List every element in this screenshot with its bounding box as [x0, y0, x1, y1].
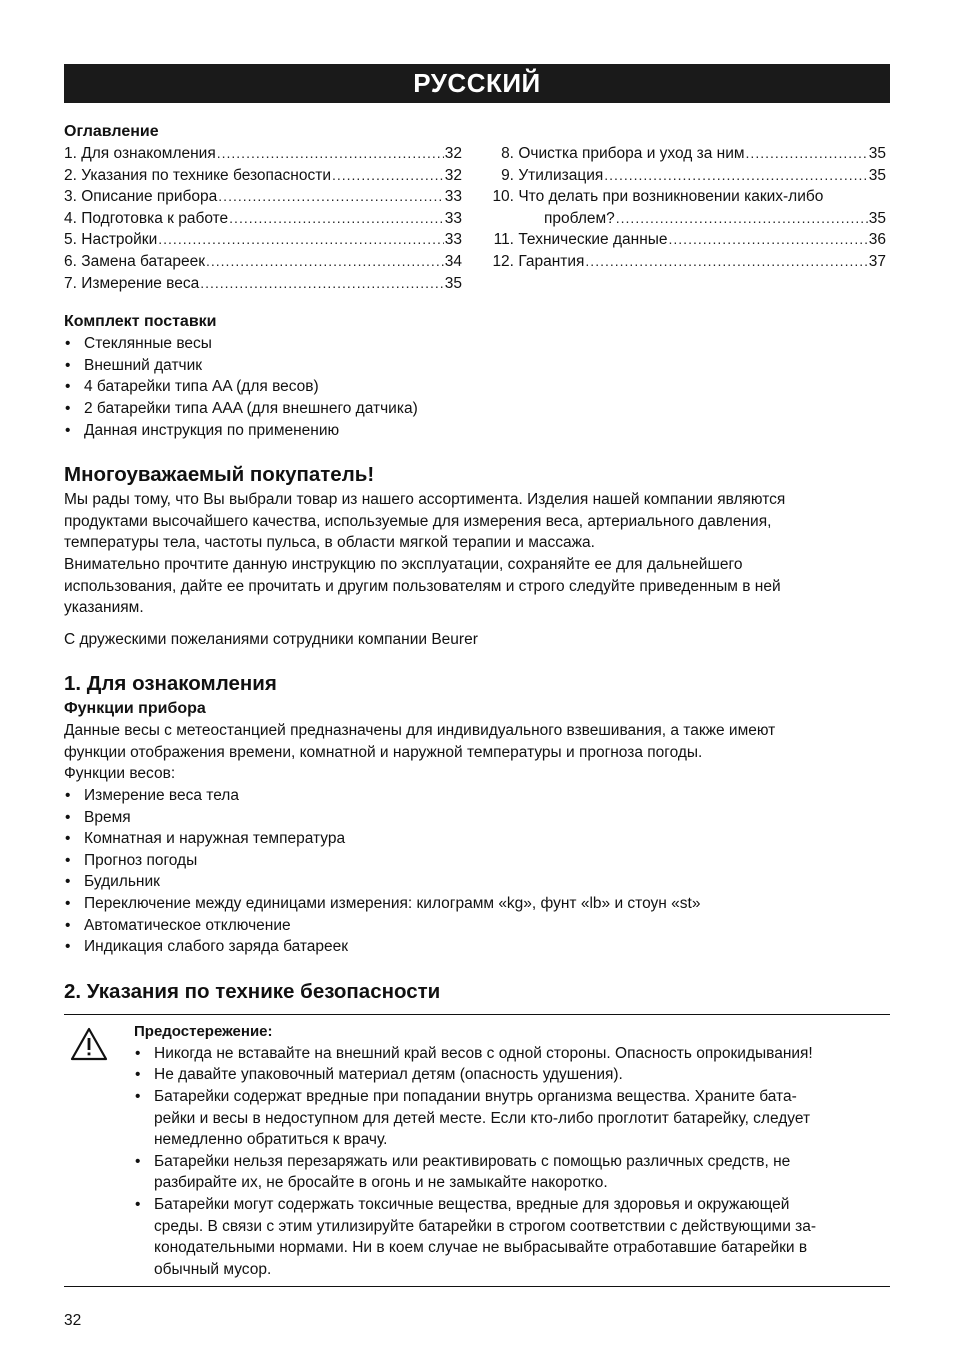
- toc-entry[interactable]: [490, 143, 886, 165]
- page-number: 32: [64, 1312, 82, 1329]
- toc-page: 33: [444, 209, 462, 227]
- toc-number: 6.: [64, 252, 77, 270]
- warning-line: Не давайте упаковочный материал детям (опасность удушения).: [154, 1066, 623, 1084]
- toc-title: Гарантия: [518, 252, 585, 270]
- warning-line: разбирайте их, не бросайте в огонь и не замыкайте накоротко.: [154, 1174, 608, 1192]
- toc-page: 33: [444, 231, 462, 249]
- warning-line: • Батарейки нельзя перезаряжать или реактивировать с помощью различных средств, не: [154, 1152, 791, 1170]
- toc-entry[interactable]: [490, 186, 886, 208]
- toc-leader: [585, 251, 867, 273]
- list-item: • Будильник: [64, 871, 890, 893]
- toc-entry[interactable]: [64, 251, 462, 273]
- toc-page: 35: [444, 274, 462, 292]
- warning-line: немедленно обратиться к врачу.: [154, 1131, 388, 1149]
- warning-block: [64, 1014, 890, 1288]
- toc-column-right: [490, 121, 886, 294]
- warning-label: Предостережение:: [134, 1022, 273, 1040]
- warning-line: конодательными нормами. Ни в коем случае не выбрасывайте отработавшие батарейки в: [154, 1239, 808, 1257]
- toc-page: 35: [868, 166, 886, 184]
- toc-entry[interactable]: [64, 208, 462, 230]
- list-item: [134, 1043, 884, 1065]
- toc-title: Измерение веса: [81, 274, 200, 292]
- toc-page: 34: [444, 252, 462, 270]
- greeting-line: указаниям.: [64, 599, 144, 617]
- warning-line: • Батарейки содержат вредные при попадании внутрь организма вещества. Храните бата-: [154, 1088, 797, 1105]
- list-item: • Внешний датчик: [64, 355, 890, 377]
- intro-line: Данные весы с метеостанцией предназначены для индивидуального взвешивания, а также имеют: [64, 722, 776, 740]
- intro-line: Функции весов:: [64, 765, 176, 783]
- toc-leader: [218, 186, 443, 208]
- toc-leader: [746, 143, 868, 165]
- toc-leader: [158, 229, 443, 251]
- intro-line: функции отображения времени, комнатной и наружной температуры и прогноза погоды.: [64, 743, 703, 761]
- toc-title: Утилизация: [518, 166, 604, 184]
- toc-number: 10.: [492, 188, 514, 206]
- toc-leader: [669, 229, 868, 251]
- list-item: • Время: [64, 807, 890, 829]
- list-item: • Стеклянные весы: [64, 333, 890, 355]
- list-item: • Измерение веса тела: [64, 785, 890, 807]
- toc-number: 9.: [501, 166, 514, 184]
- warning-line: Никогда не вставайте на внешний край весов с одной стороны. Опасность опрокидывания!: [154, 1044, 813, 1062]
- safety-section: [64, 978, 890, 1288]
- list-item: [134, 1064, 884, 1086]
- warning-line: • Батарейки могут содержать токсичные вещества, вредные для здоровья и окружающей: [154, 1195, 790, 1213]
- delivery-section: [64, 311, 890, 441]
- warning-list: [134, 1043, 884, 1281]
- toc-number: 1.: [64, 145, 77, 162]
- toc-title: Настройки: [81, 231, 158, 249]
- greeting-heading: Многоуважаемый покупатель!: [64, 463, 375, 487]
- toc-heading: Оглавление: [64, 123, 159, 140]
- list-item: • 2 батарейки типа AAA (для внешнего датчика): [64, 398, 890, 420]
- toc-leader: [616, 208, 868, 230]
- list-item: • 4 батарейки типа AA (для весов): [64, 376, 890, 398]
- toc-number: 4.: [64, 209, 77, 227]
- toc-leader: [217, 143, 444, 165]
- list-item: • Комнатная и наружная температура: [64, 828, 890, 850]
- toc-number: 12.: [492, 252, 514, 270]
- toc-page: 37: [868, 252, 886, 270]
- toc-entry[interactable]: [64, 273, 462, 295]
- list-item: • Переключение между единицами измерения: килограмм «kg», фунт «lb» и стоун «st»: [64, 893, 890, 915]
- toc-title: Подготовка к работе: [81, 209, 229, 227]
- page: [64, 64, 890, 1287]
- toc-page: 32: [444, 166, 462, 184]
- toc-entry[interactable]: [490, 208, 886, 230]
- toc-page: 35: [868, 209, 886, 227]
- safety-heading: 2. Указания по технике безопасности: [64, 979, 441, 1003]
- toc-entry[interactable]: [490, 165, 886, 187]
- list-item: [134, 1086, 884, 1151]
- greeting-line: температуры тела, частоты пульса, в области мягкой терапии и массажа.: [64, 534, 595, 552]
- toc-number: 7.: [64, 274, 77, 292]
- warning-triangle-icon: [70, 1027, 108, 1061]
- greeting-line: продуктами высочайшего качества, используемые для измерения веса, артериального давления,: [64, 512, 772, 530]
- toc-entry[interactable]: [64, 229, 462, 251]
- toc-leader: [206, 251, 444, 273]
- toc-number: 11.: [493, 231, 514, 249]
- toc-leader: [229, 208, 444, 230]
- toc-number: 5.: [64, 231, 77, 249]
- toc-title: проблем?: [544, 209, 615, 227]
- warning-line: обычный мусор.: [154, 1260, 272, 1278]
- toc-spacer: [490, 121, 886, 143]
- list-item: • Прогноз погоды: [64, 850, 890, 872]
- toc-entry[interactable]: [64, 186, 462, 208]
- list-item: • Данная инструкция по применению: [64, 420, 890, 442]
- greeting-signoff: С дружескими пожеланиями сотрудники компании Beurer: [64, 630, 478, 648]
- delivery-list: [64, 333, 890, 441]
- table-of-contents: [64, 121, 890, 294]
- intro-subheading: Функции прибора: [64, 700, 206, 718]
- toc-title: Указания по технике безопасности: [81, 166, 331, 184]
- intro-heading: 1. Для ознакомления: [64, 672, 277, 696]
- delivery-heading: Комплект поставки: [64, 313, 217, 331]
- toc-page: 32: [444, 145, 462, 162]
- list-item: • Автоматическое отключение: [64, 915, 890, 937]
- greeting-line: Мы рады тому, что Вы выбрали товар из нашего ассортимента. Изделия нашей компании являются: [64, 491, 786, 509]
- toc-leader: [332, 165, 444, 187]
- toc-entry[interactable]: [490, 229, 886, 251]
- greeting-section: [64, 461, 890, 650]
- greeting-line: Внимательно прочтите данную инструкцию по эксплуатации, сохраняйте ее для дальнейшего: [64, 555, 743, 573]
- intro-section: [64, 670, 890, 958]
- toc-title: Описание прибора: [81, 188, 218, 206]
- toc-entry[interactable]: [490, 251, 886, 273]
- toc-page: 35: [868, 145, 886, 162]
- toc-title: Что делать при возникновении каких-либо: [518, 188, 824, 206]
- toc-title: Для ознакомления: [81, 145, 216, 162]
- toc-title: Замена батареек: [81, 252, 205, 270]
- list-item: • Индикация слабого заряда батареек: [64, 936, 890, 958]
- greeting-line: использования, дайте ее прочитать и другим пользователям и строго следуйте приведенным в ней: [64, 577, 781, 595]
- toc-entry[interactable]: [64, 165, 462, 187]
- list-item: [134, 1151, 884, 1194]
- list-item: [134, 1194, 884, 1280]
- toc-leader: [604, 165, 867, 187]
- toc-entry[interactable]: [64, 143, 462, 165]
- warning-line: рейки и весы в недоступном для детей месте. Если кто-либо проглотит батарейку, следует: [154, 1109, 811, 1127]
- toc-number: 3.: [64, 188, 77, 206]
- language-banner: РУССКИЙ: [64, 64, 890, 103]
- toc-page: 36: [868, 231, 886, 249]
- toc-leader: [200, 273, 444, 295]
- toc-number: 2.: [64, 166, 77, 184]
- toc-page: 33: [444, 188, 462, 206]
- toc-number: 8.: [501, 145, 514, 162]
- toc-column-left: [64, 121, 462, 294]
- toc-title: Технические данные: [518, 231, 668, 249]
- functions-list: [64, 785, 890, 958]
- warning-line: среды. В связи с этим утилизируйте батарейки в строгом соответствии с действующими за-: [154, 1217, 817, 1235]
- toc-title: Очистка прибора и уход за ним: [518, 145, 745, 162]
